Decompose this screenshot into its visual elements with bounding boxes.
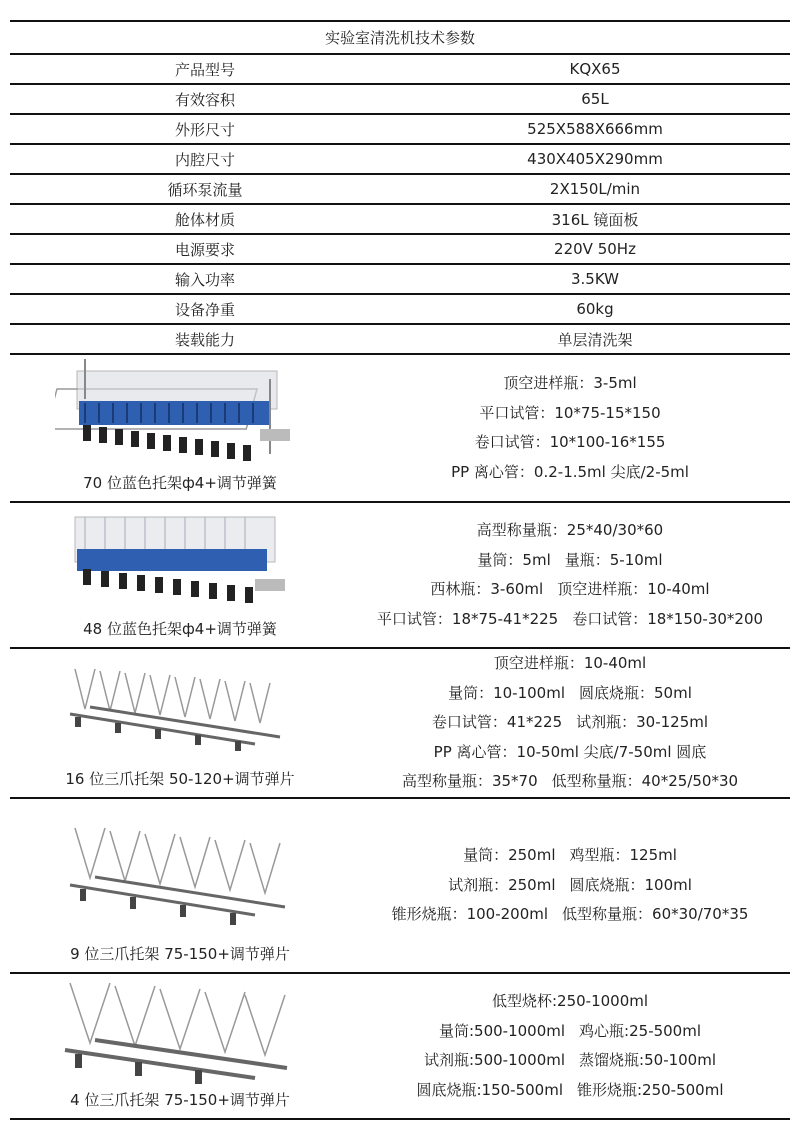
rack-spec-item: 圆底烧瓶：50ml [579, 683, 692, 702]
spec-row [10, 53, 790, 83]
spec-value: 单层清洗架 [557, 330, 633, 349]
rack-spec-item: 鸡型瓶：125ml [569, 846, 677, 865]
rack-spec-item: 平口试管：10*75-15*150 [479, 403, 661, 422]
spec-table [10, 20, 790, 1120]
rack-70-specs [350, 355, 790, 501]
rack-spec-item: 鸡心瓶:25-500ml [579, 1021, 702, 1040]
rack-spec-item: 圆底烧瓶:150-500ml [416, 1080, 563, 1099]
rack-spec-item: 锥形烧瓶：100-200ml [391, 905, 549, 924]
rack-spec-item: 低型称量瓶：40*25/50*30 [551, 772, 739, 791]
rack-row-16 [10, 647, 790, 797]
rack-row-70 [10, 353, 790, 501]
rack-spec-item: 顶空进样瓶：10-40ml [557, 580, 710, 598]
rack-16-image [55, 659, 295, 759]
spec-label: 有效容积 [174, 90, 235, 109]
rack-16-caption: 16 位三爪托架 50-120+调节弹片 [65, 770, 295, 788]
rack-spec-line [475, 428, 666, 458]
rack-spec-line [479, 399, 660, 429]
rack-spec-item: 量筒：10-100ml [448, 683, 566, 702]
rack-48-caption: 48 位蓝色托架ф4+调节弹簧 [83, 620, 277, 638]
rack-16-specs [350, 649, 790, 797]
rack-spec-item: 卷口试管：10*100-16*155 [474, 433, 666, 451]
rack-spec-item: 圆底烧瓶：100ml [569, 875, 692, 894]
spec-value: 430X405X290mm [527, 150, 663, 168]
spec-row [10, 143, 790, 173]
rack-spec-item: 平口试管：18*75-41*225 [376, 609, 559, 628]
rack-row-9 [10, 797, 790, 972]
rack-spec-line [448, 679, 692, 709]
rack-spec-item: 低型烧杯:250-1000ml [491, 992, 649, 1010]
rack-spec-line [439, 1017, 701, 1047]
rack-70-caption: 70 位蓝色托架ф4+调节弹簧 [83, 474, 277, 492]
rack-spec-line [477, 546, 662, 576]
spec-row [10, 83, 790, 113]
rack-spec-item: 试剂瓶:500-1000ml [423, 1051, 566, 1069]
rack-spec-line [448, 871, 692, 901]
rack-4-caption: 4 位三爪托架 75-150+调节弹片 [70, 1091, 290, 1109]
rack-spec-line [451, 458, 689, 488]
rack-spec-item: 量筒：250ml [463, 846, 556, 865]
rack-48-specs [350, 503, 790, 647]
rack-spec-item: 量筒:500-1000ml [438, 1021, 566, 1040]
rack-9-image [55, 823, 295, 928]
spec-value: 316L 镜面板 [551, 210, 639, 229]
rack-spec-item: 顶空进样瓶：10-40ml [493, 654, 647, 673]
rack-row-48 [10, 501, 790, 647]
rack-spec-line [402, 767, 738, 797]
rack-spec-item: 试剂瓶：250ml [448, 875, 556, 894]
spec-value: 60kg [576, 300, 614, 318]
rack-spec-item: 顶空进样瓶：3-5ml [503, 374, 637, 392]
spec-label: 输入功率 [174, 270, 235, 289]
rack-9-specs [350, 799, 790, 972]
spec-label: 外形尺寸 [174, 120, 235, 139]
spec-label: 内腔尺寸 [174, 150, 235, 169]
rack-spec-line [494, 649, 646, 679]
rack-4-specs [350, 974, 790, 1118]
spec-label: 装载能力 [174, 330, 235, 349]
table-title-text: 实验室清洗机技术参数 [324, 29, 475, 47]
rack-spec-item: 低型称量瓶：60*30/70*35 [562, 905, 749, 924]
rack-spec-item: 量瓶：5-10ml [564, 550, 663, 569]
rack-spec-line [492, 987, 648, 1017]
spec-row [10, 113, 790, 143]
rack-spec-line [477, 516, 663, 546]
rack-spec-line [416, 1076, 723, 1106]
spec-label: 电源要求 [174, 240, 235, 259]
rack-spec-item: PP 离心管：10-50ml 尖底/7-50ml 圆底 [433, 742, 707, 761]
spec-label: 循环泵流量 [167, 180, 243, 199]
spec-value: 525X588X666mm [527, 120, 663, 138]
rack-spec-item: 卷口试管：41*225 [431, 713, 563, 732]
table-title [10, 20, 790, 53]
rack-row-4 [10, 972, 790, 1120]
spec-row [10, 323, 790, 353]
spec-label: 产品型号 [174, 60, 235, 79]
rack-spec-item: 西林瓶：3-60ml [430, 580, 544, 598]
spec-row [10, 233, 790, 263]
rack-spec-line [377, 605, 763, 635]
rack-spec-item: 蒸馏烧瓶:50-100ml [579, 1051, 717, 1069]
rack-spec-line [430, 575, 709, 605]
spec-label: 设备净重 [174, 300, 235, 319]
spec-row [10, 293, 790, 323]
rack-4-image [55, 978, 295, 1090]
rack-spec-item: 高型称量瓶：25*40/30*60 [476, 521, 664, 539]
spec-value: 2X150L/min [549, 180, 641, 198]
rack-spec-line [503, 369, 636, 399]
spec-row [10, 203, 790, 233]
rack-9-caption: 9 位三爪托架 75-150+调节弹片 [70, 945, 290, 963]
rack-spec-item: 锥形烧瓶:250-500ml [577, 1080, 724, 1099]
rack-spec-item: 高型称量瓶：35*70 [401, 772, 538, 791]
spec-row [10, 263, 790, 293]
spec-label: 舱体材质 [174, 210, 235, 229]
rack-spec-item: 卷口试管：18*150-30*200 [572, 609, 764, 628]
rack-spec-line [463, 841, 677, 871]
spec-row [10, 173, 790, 203]
rack-spec-line [434, 738, 707, 768]
spec-value: 65L [581, 90, 609, 108]
rack-spec-item: 试剂瓶：30-125ml [576, 713, 709, 732]
rack-70-image [55, 359, 295, 467]
spec-value: 220V 50Hz [554, 240, 636, 258]
spec-value: KQX65 [569, 60, 621, 78]
rack-spec-line [432, 708, 708, 738]
rack-spec-line [424, 1046, 716, 1076]
rack-spec-item: PP 离心管：0.2-1.5ml 尖底/2-5ml [451, 462, 689, 481]
rack-spec-line [392, 900, 749, 930]
spec-value: 3.5KW [571, 270, 619, 288]
rack-48-image [55, 509, 295, 609]
rack-spec-item: 量筒：5ml [477, 550, 551, 569]
